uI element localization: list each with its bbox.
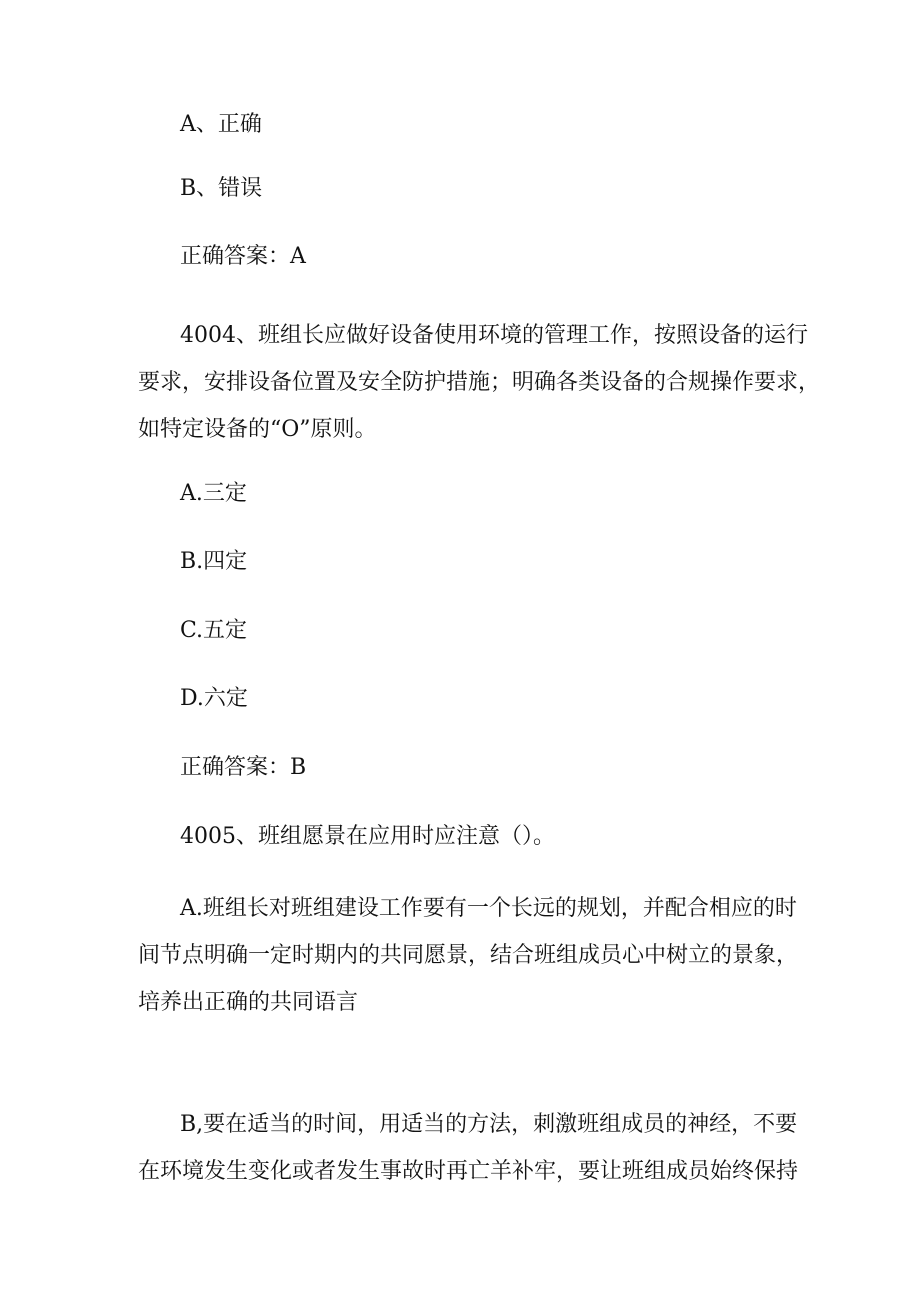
q4005-option-a-line-3: 培养出正确的共同语言: [138, 990, 359, 1015]
q4005-option-a: [138, 885, 799, 1026]
q4004-stem-line-2: 要求，安排设备位置及安全防护措施；明确各类设备的合规操作要求，: [138, 370, 821, 395]
q4004-stem-line-1: 4004、班组长应做好设备使用环境的管理工作，按照设备的运行: [180, 323, 808, 348]
q4003-answer: 正确答案：A: [180, 244, 306, 269]
q4005-option-b: [138, 1101, 799, 1195]
q4004-option-c: C.五定: [180, 618, 248, 643]
q4005-option-a-line-1: A.班组长对班组建设工作要有一个长远的规划，并配合相应的时: [180, 896, 797, 921]
q4003-option-b: B、错误: [180, 176, 263, 201]
q4004-answer: 正确答案：B: [180, 755, 307, 780]
q4004-stem-line-3: 如特定设备的“O”原则。: [138, 417, 377, 442]
q4004-option-a: A.三定: [180, 481, 247, 506]
q4005-option-b-line-2: 在环境发生变化或者发生事故时再亡羊补牢，要让班组成员始终保持: [138, 1159, 799, 1184]
q4005-stem: 4005、班组愿景在应用时应注意（）。: [180, 824, 555, 849]
q4004-option-d: D.六定: [180, 686, 248, 711]
q4004-option-b: B.四定: [180, 549, 248, 574]
q4003-option-a: A、正确: [180, 112, 262, 137]
q4005-option-a-line-2: 间节点明确一定时期内的共同愿景，结合班组成员心中树立的景象，: [138, 943, 799, 968]
q4004-stem: [138, 312, 821, 453]
q4005-option-b-line-1: B,要在适当的时间，用适当的方法，刺激班组成员的神经，不要: [180, 1112, 798, 1137]
